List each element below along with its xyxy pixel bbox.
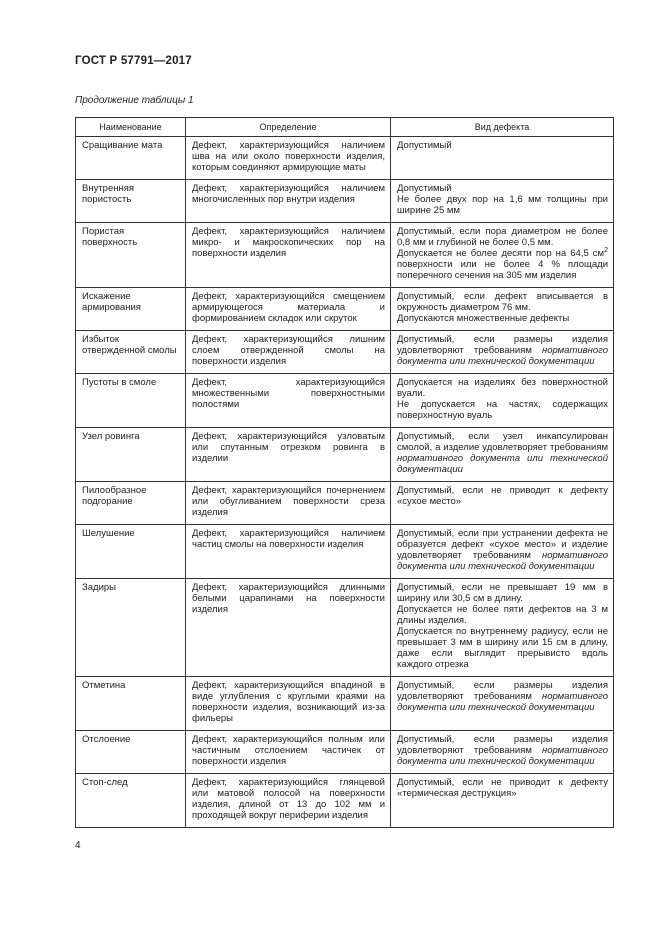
defect-paragraph: Допустимый (397, 183, 452, 194)
cell-defect-type (391, 774, 614, 828)
cell-definition: Дефект, характеризующийся лишним слоем отвержденной смолы на поверхности изделия (186, 331, 391, 374)
table-row (76, 223, 614, 288)
cell-defect-type (391, 482, 614, 525)
defect-paragraph: Допускается на изделиях без поверхностной вуали. (397, 377, 608, 399)
table-row (76, 428, 614, 482)
defect-paragraph: Допускается не более пяти дефектов на 3 м длины изделия. (397, 604, 608, 626)
cell-name: Сращивание мата (76, 137, 186, 180)
column-header-definition: Определение (186, 118, 391, 137)
cell-name: Узел ровинга (76, 428, 186, 482)
table-row (76, 137, 614, 180)
defect-paragraph: Допустимый, если не превышает 19 мм в ширину или 30,5 см в длину. (397, 582, 608, 604)
cell-name: Искажение армирования (76, 288, 186, 331)
defect-paragraph: Допустимый, если размеры изделия удовлетворяют требованиям нормативного документа или технической документации (397, 334, 608, 367)
cell-definition: Дефект, характеризующийся множественными поверхностными полостями (186, 374, 391, 428)
cell-definition: Дефект, характеризующийся наличием микро- и макроскопических пор на поверхности изделия (186, 223, 391, 288)
cell-defect-type (391, 677, 614, 731)
defect-paragraph: Допустимый, если не приводит к дефекту «сухое место» (397, 485, 608, 507)
defect-paragraph: Допустимый, если размеры изделия удовлетворяют требованиям нормативного документа или технической документации (397, 680, 608, 713)
cell-definition: Дефект, характеризующийся наличием частиц смолы на поверхности изделия (186, 525, 391, 579)
cell-definition: Дефект, характеризующийся впадиной в виде углубления с круглыми краями на поверхности изделия, возникающий из-за фильеры (186, 677, 391, 731)
cell-name: Пустоты в смоле (76, 374, 186, 428)
table-row (76, 731, 614, 774)
defect-paragraph: Допускается не более десяти пор на 64,5 $см^2$ поверхности или не более 4 % площади поперечного сечения на 305 мм изделия (397, 246, 608, 281)
cell-defect-type (391, 180, 614, 223)
defect-paragraph: Допустимый, если не приводит к дефекту «термическая деструкция» (397, 777, 608, 799)
defect-paragraph: Допустимый (397, 140, 452, 151)
table-row (76, 774, 614, 828)
table-caption: Продолжение таблицы 1 (75, 95, 194, 106)
cell-definition: Дефект, характеризующийся длинными белыми царапинами на поверхности изделия (186, 579, 391, 677)
defect-paragraph: Допускается по внутреннему радиусу, если не превышает 3 мм в ширину или 15 см в длину, даже если выглядит прерывисто вдоль каждого отрезка (397, 626, 608, 670)
page-number: 4 (75, 840, 81, 851)
defect-paragraph: Допустимый, если пора диаметром не более 0,8 мм и глубиной не более 0,5 мм. (397, 226, 608, 248)
cell-defect-type (391, 137, 614, 180)
cell-definition: Дефект, характеризующийся почернением или обугливанием поверхности среза изделия (186, 482, 391, 525)
cell-definition: Дефект, характеризующийся глянцевой или матовой полосой на поверхности изделия, длиной от 13 до 102 мм и проходящей вокруг периферии изделия (186, 774, 391, 828)
cell-name: Отслоение (76, 731, 186, 774)
cell-defect-type (391, 374, 614, 428)
column-header-name: Наименование (76, 118, 186, 137)
table-row (76, 482, 614, 525)
cell-name: Внутренняя пористость (76, 180, 186, 223)
table-row (76, 180, 614, 223)
cell-definition: Дефект, характеризующийся полным или частичным отслоением частичек от поверхности изделия (186, 731, 391, 774)
table-row (76, 374, 614, 428)
cell-name: Стоп-след (76, 774, 186, 828)
cell-defect-type (391, 525, 614, 579)
cell-definition: Дефект, характеризующийся узловатым или спутанным отрезком ровинга в изделии (186, 428, 391, 482)
table-row (76, 677, 614, 731)
table-row (76, 579, 614, 677)
table-row (76, 525, 614, 579)
defect-paragraph: Допустимый, если дефект вписывается в окружность диаметром 76 мм. (397, 291, 608, 313)
table-row (76, 331, 614, 374)
defects-table (75, 117, 614, 828)
defect-paragraph: Не более двух пор на 1,6 мм толщины при ширине 25 мм (397, 194, 608, 216)
cell-defect-type (391, 288, 614, 331)
column-header-defect-type: Вид дефекта (391, 118, 614, 137)
defect-paragraph: Допустимый, если узел инкапсулирован смолой, а изделие удовлетворяет требованиям нормативного документа или технической документации (397, 431, 608, 475)
cell-defect-type (391, 331, 614, 374)
cell-name: Шелушение (76, 525, 186, 579)
cell-definition: Дефект, характеризующийся наличием шва на или около поверхности изделия, которым соединяют армирующие маты (186, 137, 391, 180)
defect-paragraph: Допустимый, если при устранении дефекта не образуется дефект «сухое место» и изделие удовлетворяет требованиям нормативного документа или технической документации (397, 528, 608, 572)
cell-defect-type (391, 731, 614, 774)
table-row (76, 288, 614, 331)
cell-definition: Дефект, характеризующийся наличием многочисленных пор внутри изделия (186, 180, 391, 223)
cell-defect-type (391, 428, 614, 482)
document-title: ГОСТ Р 57791—2017 (75, 55, 192, 67)
cell-name: Задиры (76, 579, 186, 677)
cell-name: Отметина (76, 677, 186, 731)
cell-definition: Дефект, характеризующийся смещением армирующегося материала и формированием складок или скруток (186, 288, 391, 331)
cell-defect-type (391, 579, 614, 677)
defects-table-head (76, 118, 614, 137)
defect-paragraph: Допустимый, если размеры изделия удовлетворяют требованиям нормативного документа или технической документации (397, 734, 608, 767)
defect-paragraph: Не допускается на частях, содержащих поверхностную вуаль (397, 399, 608, 421)
cell-name: Пористая поверхность (76, 223, 186, 288)
defects-table-body (76, 137, 614, 828)
cell-name: Пилообразное подгорание (76, 482, 186, 525)
defect-paragraph: Допускаются множественные дефекты (397, 313, 570, 324)
cell-name: Избыток отвержденной смолы (76, 331, 186, 374)
cell-defect-type (391, 223, 614, 288)
header-row (76, 118, 614, 137)
